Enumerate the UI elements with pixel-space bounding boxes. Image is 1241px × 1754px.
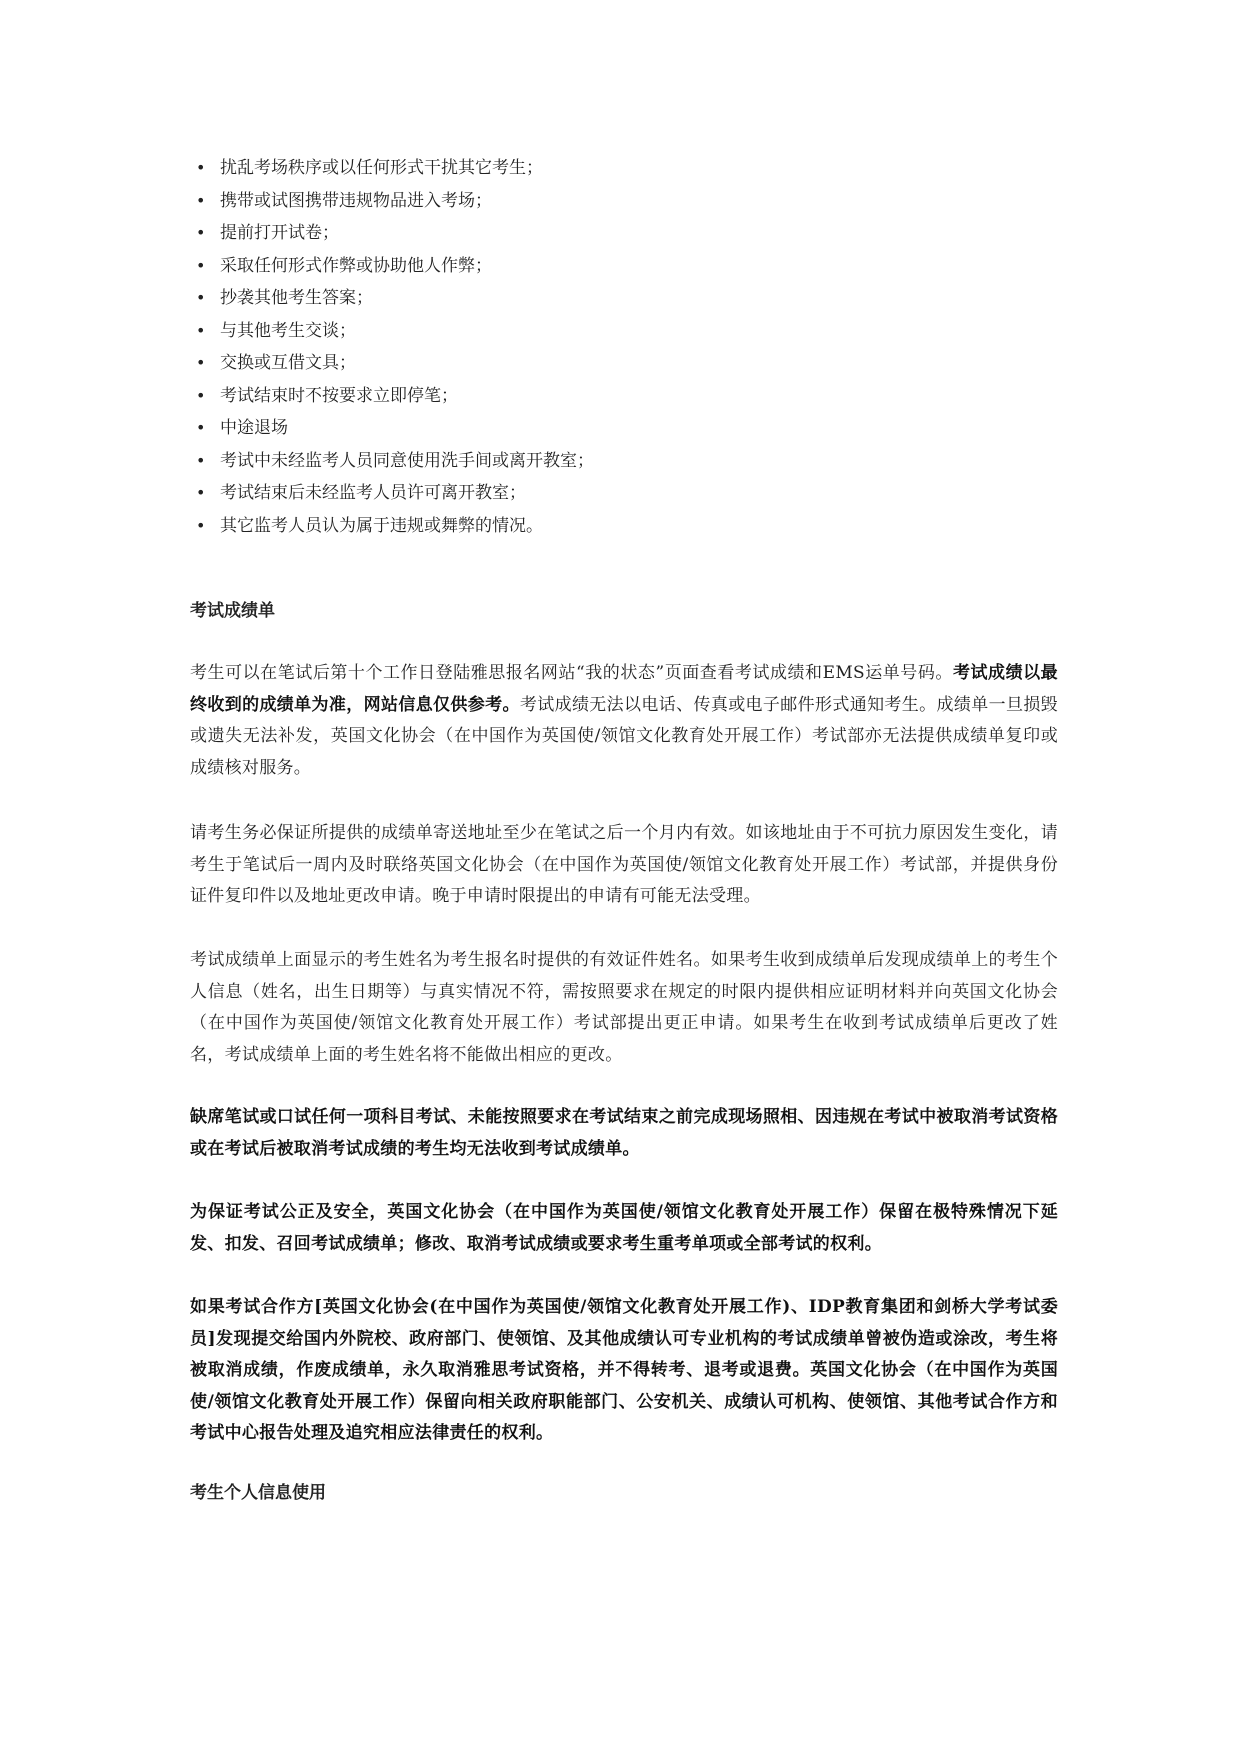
paragraph-forgery-policy: 如果考试合作方[英国文化协会(在中国作为英国使/领馆文化教育处开展工作)、IDP教育集团和剑桥大学考试委员]发现提交给国内外院校、政府部门、使领馆、及其他成绩认可专业机构的考试成绩单曾被伪造或涂改，考生将被取消成绩，作废成绩单，永久取消雅思考试资格，并不得转考、退考或退费。英国文化协会（在中国作为英国使/领馆文化教育处开展工作）保留向相关政府职能部门、公安机关、成绩认可机构、使领馆、其他考试合作方和考试中心报告处理及追究相应法律责任的权利。 [190, 1297, 1058, 1443]
bullet-icon: • [196, 190, 206, 210]
paragraph-candidate-name: 考试成绩单上面显示的考生姓名为考生报名时提供的有效证件姓名。如果考生收到成绩单后发现成绩单上的考生个人信息（姓名，出生日期等）与真实情况不符，需按照要求在规定的时限内提供相应证明材料并向英国文化协会（在中国作为英国使/领馆文化教育处开展工作）考试部提出更正申请。如果考生在收到考试成绩单后更改了姓名，考试成绩单上面的考生姓名将不能做出相应的更改。 [190, 950, 1058, 1065]
bullet-icon: • [196, 223, 206, 242]
list-item: • 提前打开试卷； [190, 217, 594, 250]
bullet-icon: • [196, 158, 206, 177]
list-item: • 考试结束后未经监考人员许可离开教室； [190, 477, 594, 510]
bullet-icon: • [196, 483, 206, 502]
list-item: • 考试中未经监考人员同意使用洗手间或离开教室； [190, 445, 594, 478]
list-item: • 中途退场 [190, 412, 594, 445]
bullet-icon: • [196, 515, 206, 535]
list-item: • 交换或互借文具； [190, 347, 594, 380]
bullet-icon: • [196, 320, 206, 340]
bullet-icon: • [196, 450, 206, 470]
bullet-icon: • [196, 255, 206, 275]
section-heading-personal-info: 考生个人信息使用 [190, 1483, 326, 1503]
bullet-icon: • [196, 385, 206, 405]
list-item: • 携带或试图携带违规物品进入考场； [190, 185, 594, 218]
violation-list [190, 152, 594, 542]
paragraph-score-inquiry: 考生可以在笔试后第十个工作日登陆雅思报名网站“我的状态”页面查看考试成绩和EMS运单号码。考试成绩以最终收到的成绩单为准，网站信息仅供参考。考试成绩无法以电话、传真或电子邮件形式通知考生。成绩单一旦损毁或遗失无法补发，英国文化协会（在中国作为英国使/领馆文化教育处开展工作）考试部亦无法提供成绩单复印或成绩核对服务。 [190, 663, 1058, 778]
bullet-icon: • [196, 353, 206, 372]
paragraph-no-score-report: 缺席笔试或口试任何一项科目考试、未能按照要求在考试结束之前完成现场照相、因违规在考试中被取消考试资格或在考试后被取消考试成绩的考生均无法收到考试成绩单。 [190, 1107, 1058, 1159]
list-item: • 扰乱考场秩序或以任何形式干扰其它考生； [190, 152, 594, 185]
list-item: • 考试结束时不按要求立即停笔； [190, 380, 594, 413]
list-item: • 其它监考人员认为属于违规或舞弊的情况。 [190, 510, 594, 543]
list-item: • 与其他考生交谈； [190, 315, 594, 348]
list-item: • 采取任何形式作弊或协助他人作弊； [190, 250, 594, 283]
paragraph-rights-reserved: 为保证考试公正及安全，英国文化协会（在中国作为英国使/领馆文化教育处开展工作）保留在极特殊情况下延发、扣发、召回考试成绩单；修改、取消考试成绩或要求考生重考单项或全部考试的权利。 [190, 1202, 1058, 1254]
paragraph-mailing-address: 请考生务必保证所提供的成绩单寄送地址至少在笔试之后一个月内有效。如该地址由于不可抗力原因发生变化，请考生于笔试后一周内及时联络英国文化协会（在中国作为英国使/领馆文化教育处开展工作）考试部，并提供身份证件复印件以及地址更改申请。晚于申请时限提出的申请有可能无法受理。 [190, 823, 1058, 906]
bullet-icon: • [196, 418, 206, 437]
bullet-icon: • [196, 288, 206, 307]
list-item: • 抄袭其他考生答案； [190, 282, 594, 315]
emphasis-text: 考试成绩以最终收到的成绩单为准，网站信息仅供参考。 [190, 663, 1058, 715]
section-heading-score-report: 考试成绩单 [190, 601, 275, 621]
